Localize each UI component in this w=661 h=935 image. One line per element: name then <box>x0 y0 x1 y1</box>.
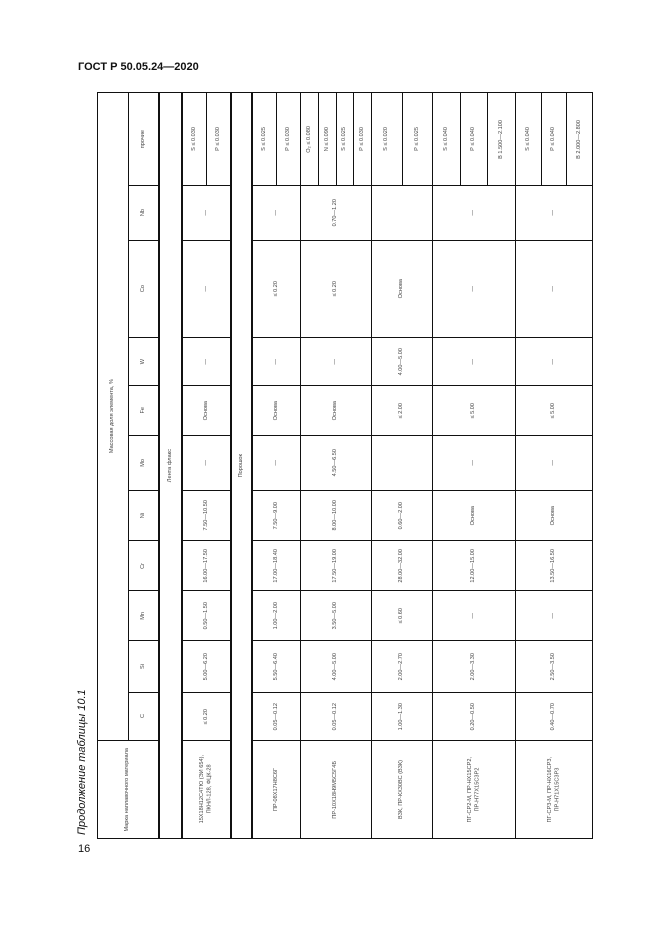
row-value <box>182 540 231 591</box>
row-value <box>300 490 372 541</box>
row-value-text: 8.00—10.00 <box>332 500 339 531</box>
row-value-text: — <box>470 210 477 216</box>
row-value-text: 0.60—2.00 <box>398 501 405 530</box>
row-value-text: Основа <box>202 400 209 421</box>
row-value <box>515 692 593 741</box>
row-other-text: S ≤ 0.025 <box>260 127 267 151</box>
row-value <box>182 590 231 641</box>
row-mark <box>371 740 433 839</box>
row-value <box>432 240 516 338</box>
row-other-text: P ≤ 0.030 <box>214 127 221 151</box>
row-value <box>515 590 593 641</box>
row-value <box>182 240 231 338</box>
row-value-text: ≤ 0.20 <box>332 281 339 297</box>
header-element-1-text: Si <box>139 664 146 669</box>
row-other <box>276 92 301 186</box>
row-mark-text: ПГ-СР2-М, ПР-НХ15СР2, ПР-Н77Х15С3Р2 <box>466 756 480 823</box>
row-value-text: 13.50—16.50 <box>550 548 557 583</box>
row-value-text: Основа <box>550 505 557 526</box>
row-value-text: — <box>550 210 557 216</box>
row-value <box>252 640 301 693</box>
row-value <box>300 337 372 386</box>
row-value <box>300 640 372 693</box>
row-value-text: — <box>202 460 209 466</box>
row-value <box>252 240 301 338</box>
row-value <box>432 337 516 386</box>
row-other <box>318 92 337 186</box>
row-value <box>515 490 593 541</box>
row-value-text: ≤ 0.20 <box>202 708 209 725</box>
row-value <box>182 435 231 491</box>
row-value-text: 5.50—6.40 <box>272 652 279 681</box>
row-value <box>515 435 593 491</box>
row-value-text: Основа <box>398 279 405 299</box>
row-value-text: 28.00—32.00 <box>398 548 405 583</box>
row-value-text: — <box>470 612 477 619</box>
header-element-6 <box>128 385 159 436</box>
header-element-5-text: Mo <box>139 459 146 467</box>
row-value <box>252 435 301 491</box>
header-element-9-text: Nb <box>139 209 146 217</box>
row-value-text: — <box>272 460 279 466</box>
row-value-text: 0.05—0.12 <box>272 702 279 731</box>
row-value-text: Основа <box>272 400 279 421</box>
section-band-text: Порошок <box>237 453 244 478</box>
row-mark-text: В3К, ПР-КХ30ВС (В3К) <box>398 760 405 819</box>
row-other-text: B 1.500—2.100 <box>497 119 504 159</box>
row-value-text: 17.00—18.40 <box>272 548 279 583</box>
row-value <box>300 385 372 436</box>
row-other-text: S ≤ 0.025 <box>341 127 348 151</box>
row-value <box>432 540 516 591</box>
row-value <box>515 385 593 436</box>
row-value <box>371 385 433 436</box>
row-other-text: P ≤ 0.030 <box>358 127 365 151</box>
row-value-text: 5.00—6.20 <box>202 652 209 681</box>
row-value <box>300 540 372 591</box>
row-value <box>252 540 301 591</box>
row-mark <box>300 740 372 839</box>
row-value <box>182 185 231 241</box>
section-band <box>158 92 183 839</box>
row-other <box>402 92 433 186</box>
row-value-text: 7.50—9.00 <box>272 501 279 530</box>
row-other <box>566 92 593 186</box>
row-other <box>371 92 403 186</box>
row-value <box>300 185 372 241</box>
row-mark <box>252 740 301 839</box>
row-value-text: 0.40—0.70 <box>550 702 557 731</box>
row-other <box>300 92 319 186</box>
row-value <box>182 692 231 741</box>
row-other-text: S ≤ 0.040 <box>442 127 449 151</box>
row-other-text: N ≤ 0.090 <box>323 126 330 152</box>
row-value-text: — <box>470 286 477 292</box>
header-element-3-text: Cr <box>139 562 146 569</box>
row-other-text: P ≤ 0.040 <box>550 127 557 151</box>
row-other-text: S ≤ 0.020 <box>383 127 390 151</box>
header-element-9 <box>128 185 159 241</box>
row-value-text: 12.00—15.00 <box>470 548 477 583</box>
row-value-text: — <box>470 460 477 466</box>
row-value-text: 17.50—19.00 <box>332 548 339 583</box>
row-value-text: ≤ 5.00 <box>550 402 557 419</box>
row-value <box>371 490 433 541</box>
header-element-0 <box>128 692 159 741</box>
row-other-text: P ≤ 0.030 <box>284 127 291 151</box>
row-value <box>300 240 372 338</box>
row-value-text: 4.00—5.00 <box>332 652 339 681</box>
header-element-3 <box>128 540 159 591</box>
row-value <box>432 490 516 541</box>
header-element-7 <box>128 337 159 386</box>
row-value-text: — <box>202 358 209 365</box>
row-value <box>432 385 516 436</box>
row-value-text: 0.05—0.12 <box>332 702 339 731</box>
row-mark-text: 15Х18Н12С4ТЮ (ЭИ 654), ПКНЛ-128, ФЦК-28 <box>199 755 213 824</box>
row-value <box>515 540 593 591</box>
header-mark <box>97 740 159 839</box>
row-value-text: — <box>202 210 209 216</box>
row-value-text: — <box>202 286 209 292</box>
table-caption: Продолжение таблицы 10.1 <box>76 689 88 835</box>
row-other <box>336 92 354 186</box>
row-value-text: ≤ 0.60 <box>398 607 405 624</box>
row-value <box>182 490 231 541</box>
row-mark <box>515 740 593 839</box>
row-value <box>432 185 516 241</box>
document-title: ГОСТ Р 50.05.24—2020 <box>78 61 199 73</box>
header-element-2 <box>128 590 159 641</box>
header-element-8 <box>128 240 159 338</box>
row-value-text: — <box>550 358 557 365</box>
row-value <box>371 590 433 641</box>
row-mark-text: ПГ-СР3-М, ПР-НХ16СР3, ПР-Н71Х15С3Р3 <box>546 756 560 823</box>
row-value-text: 4.00—5.00 <box>398 347 405 376</box>
row-other <box>541 92 567 186</box>
row-value <box>182 640 231 693</box>
row-value-text: 3.50—5.00 <box>332 601 339 630</box>
row-value-text: — <box>550 286 557 292</box>
row-other <box>432 92 461 186</box>
row-value-text: 2.00—2.70 <box>398 652 405 681</box>
row-other <box>206 92 231 186</box>
row-value <box>432 435 516 491</box>
row-value-text: — <box>470 358 477 365</box>
row-value-text: Основа <box>332 400 339 421</box>
header-element-0-text: C <box>139 714 146 719</box>
row-other-text: P ≤ 0.040 <box>470 127 477 151</box>
row-value <box>252 385 301 436</box>
row-value <box>300 692 372 741</box>
row-value <box>252 490 301 541</box>
row-value-text: 0.50—1.50 <box>202 601 209 630</box>
header-mass-fraction <box>97 92 129 741</box>
row-value <box>371 692 433 741</box>
row-other <box>487 92 516 186</box>
row-value <box>432 590 516 641</box>
row-value-text: — <box>272 358 279 365</box>
header-element-6-text: Fe <box>139 407 146 414</box>
row-value <box>252 185 301 241</box>
row-other <box>252 92 277 186</box>
row-other-text: S ≤ 0.030 <box>190 127 197 151</box>
row-value-text: 2.00—3.30 <box>470 652 477 681</box>
header-element-10-text: прочие <box>139 129 146 149</box>
section-band <box>230 92 253 839</box>
row-value-text: ≤ 0.20 <box>272 281 279 297</box>
row-value-text: 7.50—10.50 <box>202 500 209 531</box>
row-value-text: 4.50—6.50 <box>332 449 339 477</box>
row-other <box>515 92 542 186</box>
row-value <box>371 435 433 491</box>
row-value-text: ≤ 5.00 <box>470 402 477 419</box>
page-number: 16 <box>78 843 91 855</box>
row-value <box>252 337 301 386</box>
row-other-text: P ≤ 0.025 <box>413 127 420 151</box>
row-mark-text: ПР-10Х18Н9М5С5Г4Б <box>332 760 339 819</box>
row-value <box>252 692 301 741</box>
row-value-text: — <box>550 612 557 619</box>
row-value <box>371 540 433 591</box>
row-value-text: ≤ 2.00 <box>398 402 405 419</box>
row-other-text: B 2.000—2.800 <box>575 119 582 159</box>
row-other <box>182 92 207 186</box>
header-element-4 <box>128 490 159 541</box>
row-other <box>460 92 488 186</box>
row-value <box>371 337 433 386</box>
row-value <box>371 640 433 693</box>
header-element-8-text: Co <box>139 285 146 293</box>
header-element-1 <box>128 640 159 693</box>
row-other <box>353 92 372 186</box>
row-value-text: — <box>272 210 279 216</box>
row-value <box>252 590 301 641</box>
row-value-text: 1.00—2.00 <box>272 601 279 630</box>
row-value <box>300 435 372 491</box>
row-value <box>432 692 516 741</box>
row-value-text: — <box>332 358 339 365</box>
section-band-text: Лента флакс <box>166 448 173 483</box>
row-value-text: 16.00—17.50 <box>202 548 209 583</box>
row-value-text: 0.20—0.50 <box>470 702 477 731</box>
row-value <box>300 590 372 641</box>
header-mark-text: Марка наплавочного материала <box>124 747 131 832</box>
header-element-5 <box>128 435 159 491</box>
row-value-text: 0.70—1.20 <box>332 199 339 227</box>
row-value-text: — <box>550 460 557 466</box>
row-value-text: Основа <box>470 505 477 526</box>
row-value-text: 1.00—1.30 <box>398 702 405 731</box>
row-value <box>371 185 433 241</box>
header-mass-fraction-text: Массовая доля элемента, % <box>109 379 116 454</box>
row-value <box>515 240 593 338</box>
row-value <box>182 385 231 436</box>
row-value <box>371 240 433 338</box>
row-mark <box>182 740 231 839</box>
row-value <box>182 337 231 386</box>
header-element-4-text: Ni <box>139 512 146 519</box>
row-mark-text: ПР-08Х17Н8С6Г <box>272 767 279 812</box>
row-value <box>515 640 593 693</box>
header-element-2-text: Mn <box>139 611 146 620</box>
row-value <box>432 640 516 693</box>
header-element-10 <box>128 92 159 186</box>
row-value-text: 2.50—3.50 <box>550 652 557 681</box>
header-element-7-text: W <box>139 358 146 365</box>
row-mark <box>432 740 516 839</box>
row-value <box>515 185 593 241</box>
row-value <box>515 337 593 386</box>
row-other-text: O₂ ≤ 0.080 <box>305 125 312 153</box>
row-other-text: S ≤ 0.040 <box>524 127 531 151</box>
